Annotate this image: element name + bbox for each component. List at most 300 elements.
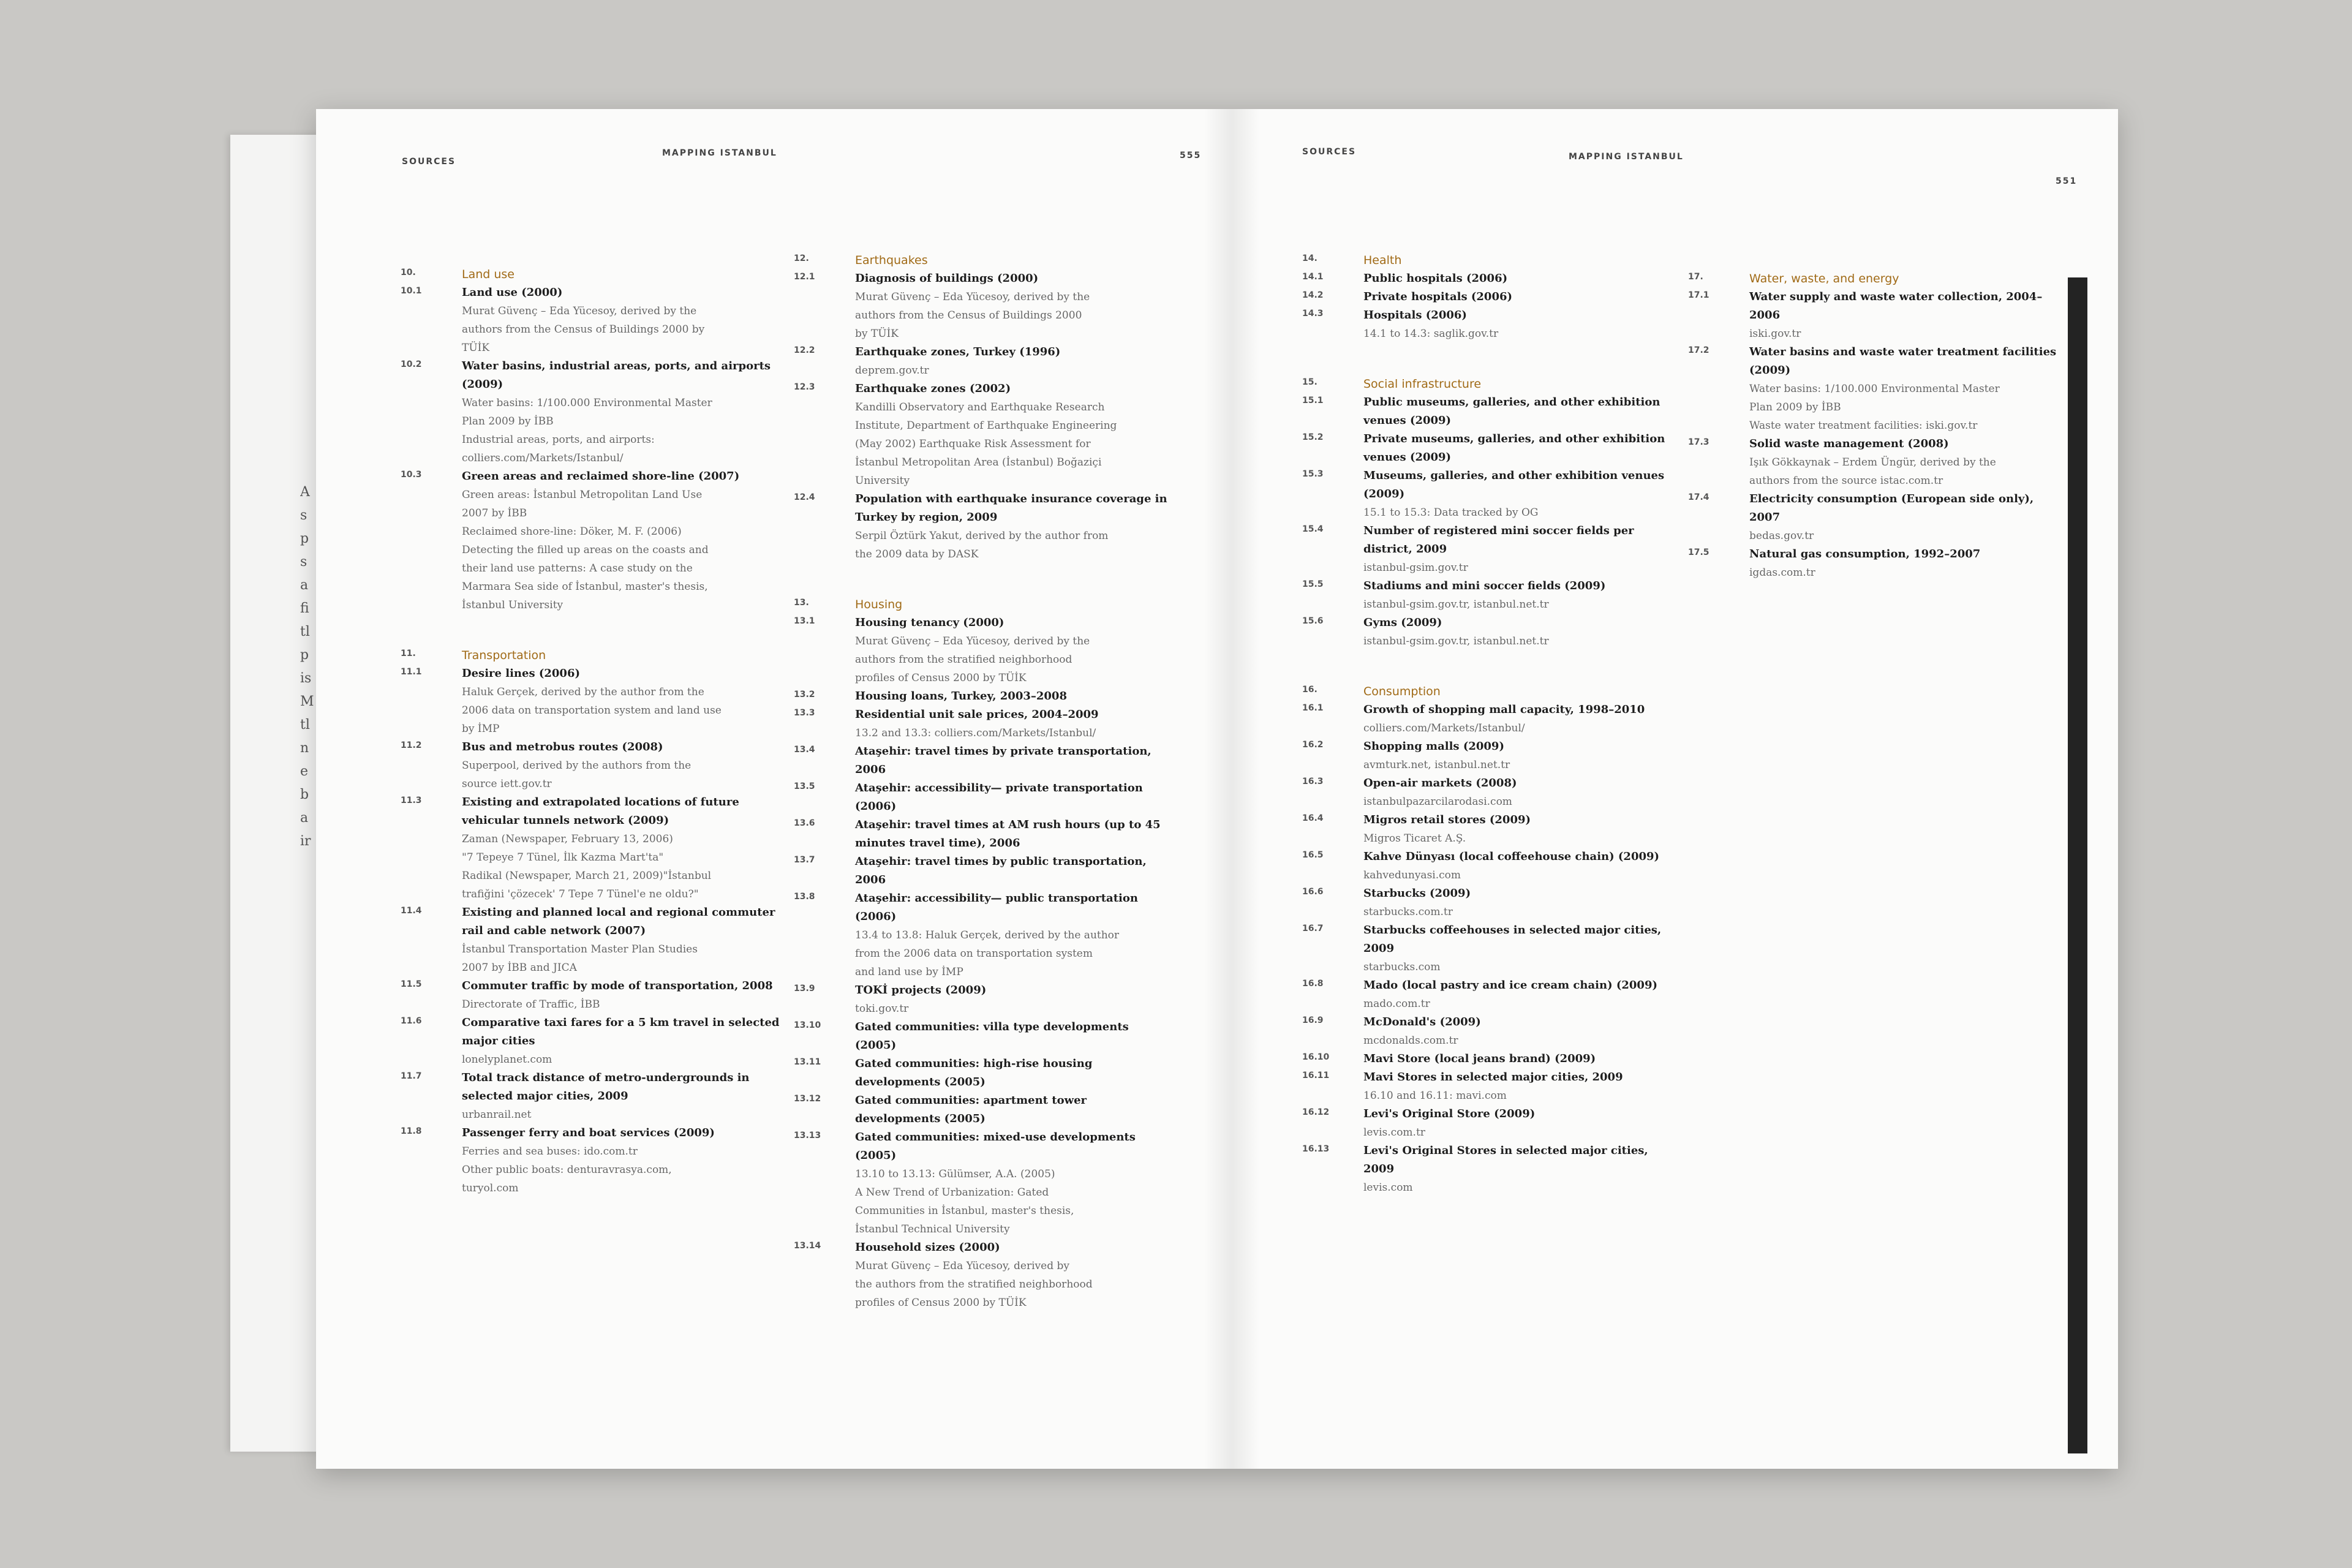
entry-title: Natural gas consumption, 1992–2007: [1749, 548, 1981, 560]
right-page-number: 551: [2056, 176, 2078, 186]
source-entry: [401, 284, 780, 357]
left-running-section: SOURCES: [402, 157, 456, 167]
entry-number: 14.2: [1302, 290, 1324, 300]
section-title: Consumption: [1363, 685, 1441, 698]
source-entry: [1302, 976, 1682, 1013]
entry-source-note: Radikal (Newspaper, March 21, 2009)"İstanbul: [462, 870, 712, 882]
entry-title: Ataşehir: travel times by private transportation, 2006: [855, 745, 1152, 776]
entry-title: Mado (local pastry and ice cream chain) (2009): [1363, 979, 1657, 992]
source-entry: [1302, 848, 1682, 884]
book-spread: [316, 109, 2118, 1469]
entry-number: 13.13: [794, 1131, 821, 1140]
entry-number: 11.7: [401, 1071, 422, 1081]
entry-number: 13.6: [794, 818, 815, 828]
source-entry: [794, 270, 1174, 343]
entry-body: [855, 270, 1174, 343]
underlying-text-fragment: b: [300, 787, 309, 802]
source-section: [794, 251, 1174, 564]
entry-title: Gated communities: villa type developments (2005): [855, 1020, 1129, 1052]
entry-number: 10.1: [401, 286, 422, 296]
entry-body: [1363, 921, 1682, 976]
entry-source-note: Murat Güvenç – Eda Yücesoy, derived by the: [855, 635, 1090, 647]
entry-number: 15.3: [1302, 469, 1324, 479]
entry-number: 11.8: [401, 1126, 422, 1136]
entry-source-note: from the 2006 data on transportation system: [855, 948, 1093, 960]
underlying-text-fragment: p: [300, 531, 309, 546]
entry-number: 11.1: [401, 667, 422, 677]
entry-number: 13.11: [794, 1057, 821, 1067]
entry-number: 16.13: [1302, 1144, 1330, 1154]
entry-title: Gated communities: mixed-use developments (2005): [855, 1131, 1136, 1162]
entry-title: Private hospitals (2006): [1363, 290, 1513, 303]
entry-body: [855, 779, 1174, 816]
source-entry: [1688, 490, 2068, 545]
entry-title: Earthquake zones (2002): [855, 382, 1011, 395]
entry-source-note: Ferries and sea buses: ido.com.tr: [462, 1145, 638, 1158]
section-number: 16.: [1302, 685, 1317, 695]
source-entry: [1688, 435, 2068, 490]
entry-number: 15.2: [1302, 432, 1324, 442]
source-entry: [1302, 811, 1682, 848]
source-entry: [794, 742, 1174, 779]
underlying-text-fragment: a: [300, 578, 309, 593]
entry-number: 13.14: [794, 1241, 821, 1251]
entry-title: Passenger ferry and boat services (2009): [462, 1126, 715, 1139]
entry-number: 11.2: [401, 741, 422, 750]
entry-source-note: and land use by İMP: [855, 966, 963, 978]
source-entry: [1302, 614, 1682, 650]
entry-source-note: toki.gov.tr: [855, 1003, 909, 1015]
entry-title: McDonald's (2009): [1363, 1016, 1481, 1028]
entry-number: 16.2: [1302, 740, 1324, 750]
entry-source-note: mado.com.tr: [1363, 998, 1430, 1010]
sources-column-2: [794, 251, 1174, 1344]
entry-body: [1749, 343, 2068, 435]
entry-title: Shopping malls (2009): [1363, 740, 1504, 753]
entry-title: Residential unit sale prices, 2004–2009: [855, 708, 1099, 721]
underlying-text-fragment: is: [300, 671, 312, 686]
entry-number: 15.5: [1302, 579, 1324, 589]
entry-body: [855, 343, 1174, 380]
entry-number: 12.4: [794, 492, 815, 502]
entry-number: 16.11: [1302, 1071, 1330, 1080]
entry-number: 14.1: [1302, 272, 1324, 282]
entry-number: 13.10: [794, 1020, 821, 1030]
entry-source-note: Serpil Öztürk Yakut, derived by the author from: [855, 530, 1109, 542]
entry-source-note: authors from the Census of Buildings 2000: [855, 309, 1082, 322]
entry-source-note: 13.10 to 13.13: Gülümser, A.A. (2005): [855, 1168, 1055, 1180]
entry-source-note: Murat Güvenç – Eda Yücesoy, derived by: [855, 1260, 1069, 1272]
entry-source-note: istanbul-gsim.gov.tr: [1363, 562, 1468, 574]
entry-title: Number of registered mini soccer fields per district, 2009: [1363, 524, 1634, 556]
source-entry: [401, 738, 780, 793]
underlying-text-fragment: p: [300, 647, 309, 663]
entry-title: Diagnosis of buildings (2000): [855, 272, 1039, 285]
entry-source-note: Water basins: 1/100.000 Environmental Master: [462, 397, 712, 409]
entry-source-note: Plan 2009 by İBB: [1749, 401, 1841, 413]
entry-source-note: istanbul-gsim.gov.tr, istanbul.net.tr: [1363, 598, 1549, 611]
entry-number: 17.1: [1688, 290, 1709, 300]
underlying-text-fragment: s: [300, 508, 307, 523]
entry-title: Comparative taxi fares for a 5 km travel in selected major cities: [462, 1016, 780, 1047]
entry-title: Ataşehir: travel times at AM rush hours (up to 45 minutes travel time), 2006: [855, 818, 1161, 850]
entry-source-note: İstanbul University: [462, 599, 564, 611]
entry-source-note: İstanbul Technical University: [855, 1223, 1010, 1235]
entry-source-note: by TÜİK: [855, 328, 899, 340]
entry-source-note: Directorate of Traffic, İBB: [462, 998, 600, 1011]
entry-source-note: bedas.gov.tr: [1749, 530, 1814, 542]
entry-source-note: Detecting the filled up areas on the coasts and: [462, 544, 709, 556]
entry-number: 17.5: [1688, 548, 1709, 557]
entry-title: Starbucks (2009): [1363, 887, 1471, 900]
entry-number: 11.3: [401, 796, 422, 805]
source-entry: [401, 1069, 780, 1124]
entry-body: [855, 380, 1174, 490]
source-entry: [1688, 545, 2068, 582]
section-number: 10.: [401, 268, 416, 277]
source-entry: [1302, 1050, 1682, 1068]
entry-source-note: deprem.gov.tr: [855, 364, 929, 377]
entry-title: Hospitals (2006): [1363, 309, 1467, 322]
entry-source-note: Zaman (Newspaper, February 13, 2006): [462, 833, 673, 845]
entry-source-note: colliers.com/Markets/Istanbul/: [1363, 722, 1525, 734]
entry-body: [855, 1128, 1174, 1238]
entry-source-note: iski.gov.tr: [1749, 328, 1801, 340]
entry-number: 15.4: [1302, 524, 1324, 534]
source-entry: [1302, 1013, 1682, 1050]
underlying-text-fragment: e: [300, 764, 309, 779]
entry-body: [462, 738, 780, 793]
source-entry: [1302, 467, 1682, 522]
source-entry: [1302, 774, 1682, 811]
entry-number: 13.5: [794, 782, 815, 791]
section-heading: [794, 595, 1174, 614]
entry-body: [1363, 430, 1682, 467]
entry-title: Population with earthquake insurance coverage in Turkey by region, 2009: [855, 492, 1167, 524]
entry-body: [855, 816, 1174, 853]
entry-number: 13.3: [794, 708, 815, 718]
entry-number: 13.8: [794, 892, 815, 902]
entry-body: [1363, 306, 1682, 343]
underlying-text-fragment: tl: [300, 624, 310, 639]
section-title: Water, waste, and energy: [1749, 272, 1899, 285]
entry-body: [1363, 848, 1682, 884]
entry-body: [1363, 270, 1682, 288]
entry-source-note: istanbul-gsim.gov.tr, istanbul.net.tr: [1363, 635, 1549, 647]
entry-number: 16.7: [1302, 924, 1324, 933]
source-entry: [794, 380, 1174, 490]
source-entry: [794, 816, 1174, 853]
entry-number: 16.8: [1302, 979, 1324, 989]
entry-source-note: authors from the Census of Buildings 2000 by: [462, 323, 705, 336]
sources-column-4: [1688, 270, 2068, 614]
source-entry: [794, 981, 1174, 1018]
section-heading: [401, 646, 780, 665]
entry-title: Open-air markets (2008): [1363, 777, 1517, 790]
entry-source-note: istanbulpazarcilarodasi.com: [1363, 796, 1512, 808]
section-title: Land use: [462, 268, 515, 281]
entry-title: Total track distance of metro-undergrounds in selected major cities, 2009: [462, 1071, 750, 1102]
entry-body: [462, 977, 780, 1014]
entry-title: Museums, galleries, and other exhibition venues (2009): [1363, 469, 1665, 500]
underlying-text-fragment: tl: [300, 717, 310, 733]
source-entry: [794, 1055, 1174, 1091]
section-number: 11.: [401, 649, 416, 658]
entry-number: 16.3: [1302, 777, 1324, 786]
entry-title: Desire lines (2006): [462, 667, 580, 680]
entry-title: Levi's Original Store (2009): [1363, 1107, 1536, 1120]
section-number: 14.: [1302, 254, 1317, 263]
source-entry: [794, 1091, 1174, 1128]
entry-title: Gyms (2009): [1363, 616, 1442, 629]
entry-source-note: urbanrail.net: [462, 1109, 532, 1121]
source-entry: [794, 687, 1174, 706]
entry-source-note: Green areas: İstanbul Metropolitan Land Use: [462, 489, 703, 501]
source-entry: [1302, 577, 1682, 614]
entry-number: 13.12: [794, 1094, 821, 1104]
entry-body: [855, 742, 1174, 779]
source-entry: [794, 779, 1174, 816]
entry-body: [462, 467, 780, 614]
underlying-text-fragment: s: [300, 554, 307, 570]
entry-body: [462, 903, 780, 977]
entry-source-note: starbucks.com: [1363, 961, 1441, 973]
entry-source-note: kahvedunyasi.com: [1363, 869, 1461, 881]
section-title: Transportation: [462, 649, 546, 662]
entry-source-note: avmturk.net, istanbul.net.tr: [1363, 759, 1510, 771]
section-title: Earthquakes: [855, 254, 928, 267]
entry-source-note: 15.1 to 15.3: Data tracked by OG: [1363, 507, 1539, 519]
entry-title: Gated communities: high-rise housing developments (2005): [855, 1057, 1093, 1088]
section-heading: [1302, 682, 1682, 701]
entry-title: Water basins and waste water treatment facilities (2009): [1749, 345, 2057, 377]
entry-title: Public museums, galleries, and other exhibition venues (2009): [1363, 396, 1660, 427]
entry-body: [462, 357, 780, 467]
entry-body: [1363, 811, 1682, 848]
entry-body: [855, 687, 1174, 706]
source-entry: [794, 1018, 1174, 1055]
source-entry: [401, 357, 780, 467]
entry-title: Water basins, industrial areas, ports, and airports (2009): [462, 360, 771, 391]
entry-title: Bus and metrobus routes (2008): [462, 741, 663, 753]
entry-source-note: their land use patterns: A case study on the: [462, 562, 693, 575]
section-heading: [401, 265, 780, 284]
entry-body: [1363, 976, 1682, 1013]
entry-source-note: Other public boats: denturavrasya.com,: [462, 1164, 672, 1176]
entry-number: 17.3: [1688, 437, 1709, 447]
entry-body: [1363, 577, 1682, 614]
entry-title: Mavi Stores in selected major cities, 2009: [1363, 1071, 1623, 1084]
right-running-title: MAPPING ISTANBUL: [1569, 152, 1684, 162]
entry-number: 15.1: [1302, 396, 1324, 405]
entry-source-note: Murat Güvenç – Eda Yücesoy, derived by the: [462, 305, 697, 317]
entry-body: [1363, 1013, 1682, 1050]
section-heading: [1302, 375, 1682, 393]
entry-number: 15.6: [1302, 616, 1324, 626]
entry-source-note: levis.com.tr: [1363, 1126, 1425, 1139]
entry-title: Gated communities: apartment tower developments (2005): [855, 1094, 1087, 1125]
entry-body: [462, 284, 780, 357]
entry-number: 13.7: [794, 855, 815, 865]
sources-column-3: [1302, 251, 1682, 1229]
section-heading: [1688, 270, 2068, 288]
entry-source-note: Water basins: 1/100.000 Environmental Master: [1749, 383, 2000, 395]
entry-body: [1363, 774, 1682, 811]
entry-title: TOKİ projects (2009): [855, 984, 987, 997]
source-entry: [1302, 1142, 1682, 1197]
source-entry: [1302, 921, 1682, 976]
source-entry: [1302, 701, 1682, 737]
entry-source-note: 16.10 and 16.11: mavi.com: [1363, 1090, 1507, 1102]
source-entry: [1302, 288, 1682, 306]
entry-title: Land use (2000): [462, 286, 563, 299]
source-entry: [794, 343, 1174, 380]
entry-source-note: 13.4 to 13.8: Haluk Gerçek, derived by the author: [855, 929, 1120, 941]
entry-number: 13.4: [794, 745, 815, 755]
source-entry: [1688, 343, 2068, 435]
entry-source-note: Waste water treatment facilities: iski.gov.tr: [1749, 420, 1978, 432]
entry-source-note: source iett.gov.tr: [462, 778, 552, 790]
entry-source-note: Reclaimed shore-line: Döker, M. F. (2006): [462, 526, 682, 538]
entry-body: [1363, 522, 1682, 577]
entry-title: Private museums, galleries, and other exhibition venues (2009): [1363, 432, 1665, 464]
entry-title: Public hospitals (2006): [1363, 272, 1508, 285]
entry-body: [855, 614, 1174, 687]
entry-body: [1749, 545, 2068, 582]
entry-source-note: İstanbul Metropolitan Area (İstanbul) Boğaziçi: [855, 456, 1102, 469]
entry-number: 17.2: [1688, 345, 1709, 355]
section-heading: [1302, 251, 1682, 270]
entry-title: Water supply and waste water collection, 2004–2006: [1749, 290, 2043, 322]
entry-title: Existing and planned local and regional commuter rail and cable network (2007): [462, 906, 775, 937]
entry-body: [1363, 1050, 1682, 1068]
entry-body: [855, 889, 1174, 981]
entry-title: Existing and extrapolated locations of future vehicular tunnels network (2009): [462, 796, 739, 827]
entry-body: [462, 1124, 780, 1197]
source-entry: [1302, 522, 1682, 577]
source-entry: [401, 793, 780, 903]
entry-body: [855, 706, 1174, 742]
entry-body: [1749, 435, 2068, 490]
source-entry: [794, 490, 1174, 564]
entry-number: 13.1: [794, 616, 815, 626]
entry-source-note: profiles of Census 2000 by TÜİK: [855, 672, 1027, 684]
underlying-text-fragment: n: [300, 741, 309, 756]
entry-body: [855, 490, 1174, 564]
source-entry: [1302, 1105, 1682, 1142]
entry-title: Ataşehir: travel times by public transportation, 2006: [855, 855, 1147, 886]
entry-title: Green areas and reclaimed shore-line (2007): [462, 470, 740, 483]
entry-body: [462, 665, 780, 738]
entry-source-note: İstanbul Transportation Master Plan Studies: [462, 943, 698, 956]
entry-source-note: turyol.com: [462, 1182, 519, 1194]
entry-source-note: Plan 2009 by İBB: [462, 415, 554, 428]
entry-source-note: authors from the stratified neighborhood: [855, 654, 1072, 666]
section-title: Health: [1363, 254, 1402, 267]
entry-source-note: A New Trend of Urbanization: Gated: [855, 1186, 1049, 1199]
entry-body: [1363, 737, 1682, 774]
entry-source-note: (May 2002) Earthquake Risk Assessment for: [855, 438, 1091, 450]
entry-source-note: profiles of Census 2000 by TÜİK: [855, 1297, 1027, 1309]
entry-body: [1363, 614, 1682, 650]
entry-title: Migros retail stores (2009): [1363, 813, 1531, 826]
source-entry: [1688, 288, 2068, 343]
section-number: 12.: [794, 254, 809, 263]
entry-body: [855, 1018, 1174, 1055]
entry-body: [855, 1091, 1174, 1128]
entry-source-note: levis.com: [1363, 1182, 1413, 1194]
entry-source-note: "7 Tepeye 7 Tünel, İlk Kazma Mart'ta": [462, 851, 664, 864]
entry-title: Ataşehir: accessibility— public transportation (2006): [855, 892, 1138, 923]
source-section: [401, 646, 780, 1197]
entry-source-note: the authors from the stratified neighborhood: [855, 1278, 1093, 1291]
entry-number: 12.2: [794, 345, 815, 355]
entry-number: 13.9: [794, 984, 815, 993]
source-entry: [401, 1014, 780, 1069]
entry-title: Solid waste management (2008): [1749, 437, 1949, 450]
source-entry: [794, 1238, 1174, 1312]
entry-title: Housing tenancy (2000): [855, 616, 1005, 629]
entry-number: 14.3: [1302, 309, 1324, 318]
thumb-index-tab: [2068, 277, 2087, 1453]
entry-source-note: 2006 data on transportation system and land use: [462, 704, 722, 717]
source-entry: [1302, 737, 1682, 774]
entry-title: Levi's Original Stores in selected major cities, 2009: [1363, 1144, 1648, 1175]
underlying-text-fragment: A: [300, 484, 310, 500]
entry-source-note: Haluk Gerçek, derived by the author from the: [462, 686, 704, 698]
entry-source-note: the 2009 data by DASK: [855, 548, 979, 560]
source-entry: [401, 903, 780, 977]
entry-source-note: igdas.com.tr: [1749, 567, 1815, 579]
source-entry: [1302, 1068, 1682, 1105]
entry-title: Electricity consumption (European side only), 2007: [1749, 492, 2034, 524]
entry-source-note: 2007 by İBB: [462, 507, 527, 519]
entry-title: Earthquake zones, Turkey (1996): [855, 345, 1061, 358]
entry-number: 16.1: [1302, 703, 1324, 713]
entry-body: [1749, 288, 2068, 343]
entry-number: 11.6: [401, 1016, 422, 1026]
entry-source-note: TÜİK: [462, 342, 490, 354]
source-entry: [401, 665, 780, 738]
sources-column-1: [401, 265, 780, 1229]
entry-body: [855, 1238, 1174, 1312]
entry-number: 11.4: [401, 906, 422, 916]
entry-source-note: University: [855, 475, 910, 487]
entry-source-note: starbucks.com.tr: [1363, 906, 1453, 918]
source-entry: [401, 977, 780, 1014]
entry-number: 17.4: [1688, 492, 1709, 502]
entry-number: 16.4: [1302, 813, 1324, 823]
entry-source-note: Communities in İstanbul, master's thesis,: [855, 1205, 1074, 1217]
entry-number: 12.3: [794, 382, 815, 392]
section-number: 17.: [1688, 272, 1703, 282]
entry-body: [462, 1069, 780, 1124]
book-gutter: [1204, 109, 1259, 1469]
source-entry: [794, 853, 1174, 889]
source-entry: [401, 467, 780, 614]
entry-body: [855, 1055, 1174, 1091]
source-entry: [794, 614, 1174, 687]
entry-source-note: mcdonalds.com.tr: [1363, 1035, 1458, 1047]
entry-source-note: Institute, Department of Earthquake Engineering: [855, 420, 1117, 432]
entry-title: Kahve Dünyası (local coffeehouse chain) (2009): [1363, 850, 1660, 863]
underlying-text-fragment: fi: [300, 601, 309, 616]
source-section: [1688, 270, 2068, 582]
underlying-text-fragment: a: [300, 810, 309, 826]
entry-body: [1363, 1142, 1682, 1197]
entry-body: [1363, 1068, 1682, 1105]
entry-number: 12.1: [794, 272, 815, 282]
